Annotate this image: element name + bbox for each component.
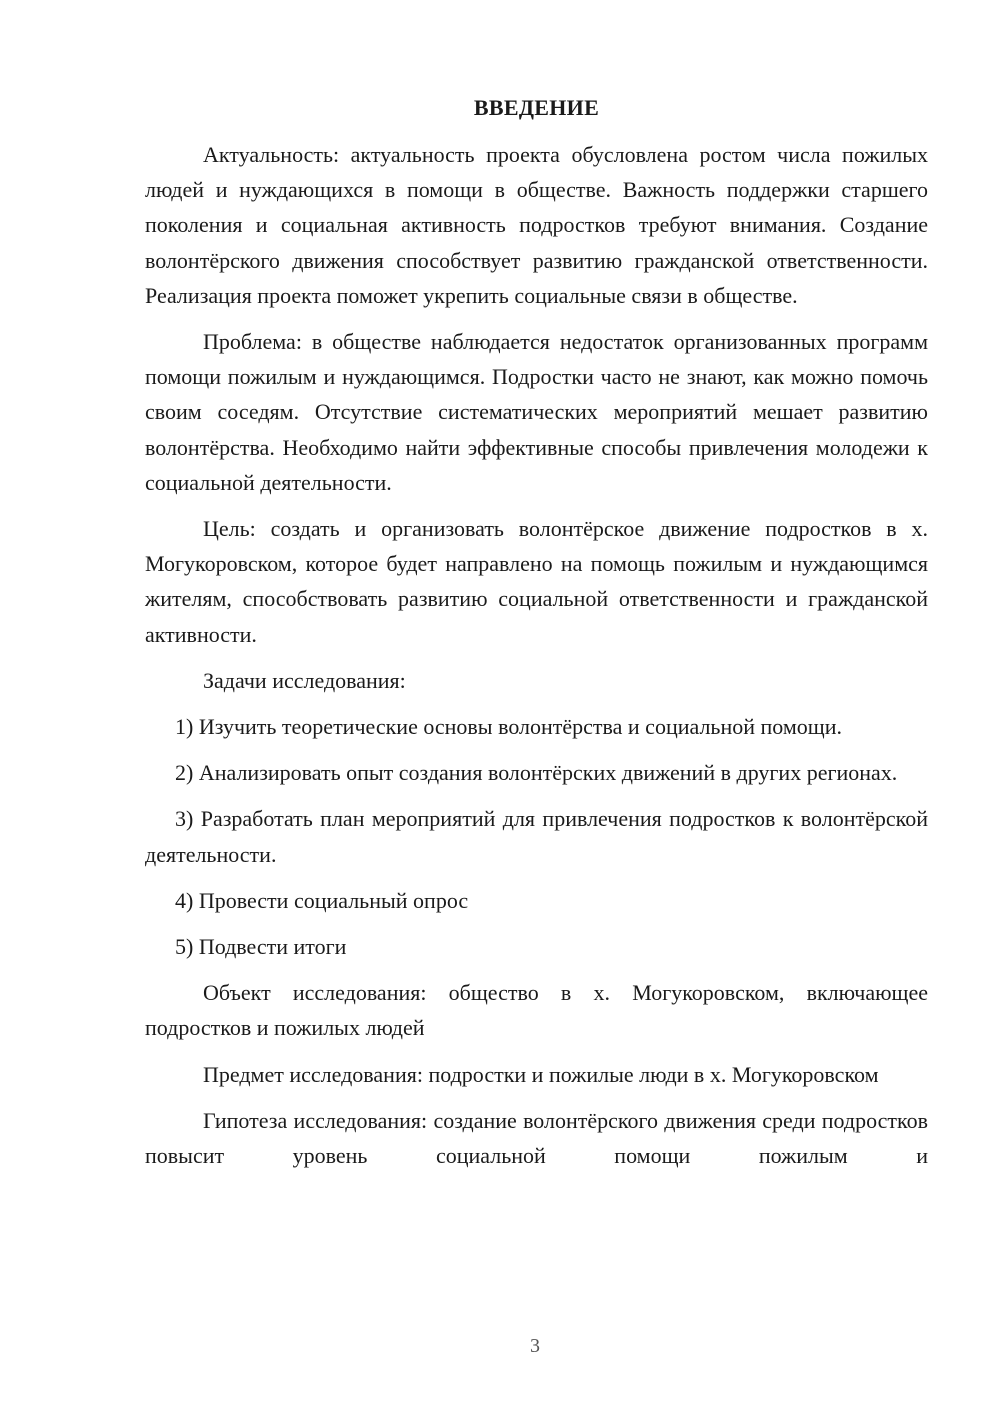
document-page (145, 90, 928, 1173)
task-item-5: 5) Подвести итоги (175, 934, 347, 960)
section-title: ВВЕДЕНИЕ (473, 95, 600, 120)
paragraph-hypothesis: Гипотеза исследования: создание волонтёрского движения среди подростков повысит уровень социальной помощи пожилым и (145, 1107, 928, 1169)
paragraph-relevance: Актуальность: актуальность проекта обусловлена ростом числа пожилых людей и нуждающихся в помощи в обществе. Важность поддержки старшего поколения и социальная активность подростков требуют внимания. Создание волонтёрского движения способствует развитию гражданской ответственности. Реализация проекта поможет укрепить социальные связи в обществе. (145, 142, 928, 308)
paragraph-object: Объект исследования: общество в х. Могукоровском, включающее подростков и пожилых людей (145, 980, 928, 1041)
paragraph-problem: Проблема: в обществе наблюдается недостаток организованных программ помощи пожилым и нуждающимся. Подростки часто не знают, как можно помочь своим соседям. Отсутствие систематических мероприятий мешает развитию волонтёрства. Необходимо найти эффективные способы привлечения молодежи к социальной деятельности. (145, 329, 928, 495)
tasks-heading: Задачи исследования: (203, 667, 406, 693)
task-item-3: 3) Разработать план мероприятий для привлечения подростков к волонтёрской деятельности. (145, 806, 928, 867)
task-item-2: 2) Анализировать опыт создания волонтёрских движений в других регионах. (175, 760, 898, 786)
paragraph-goal: Цель: создать и организовать волонтёрское движение подростков в х. Могукоровском, которое будет направлено на помощь пожилым и нуждающимся жителям, способствовать развитию социальной ответственности и гражданской активности. (145, 516, 928, 647)
task-item-1: 1) Изучить теоретические основы волонтёрства и социальной помощи. (175, 714, 842, 740)
page-number: 3 (530, 1335, 540, 1357)
paragraph-subject: Предмет исследования: подростки и пожилые люди в х. Могукоровском (203, 1061, 879, 1087)
task-item-4: 4) Провести социальный опрос (175, 887, 469, 913)
